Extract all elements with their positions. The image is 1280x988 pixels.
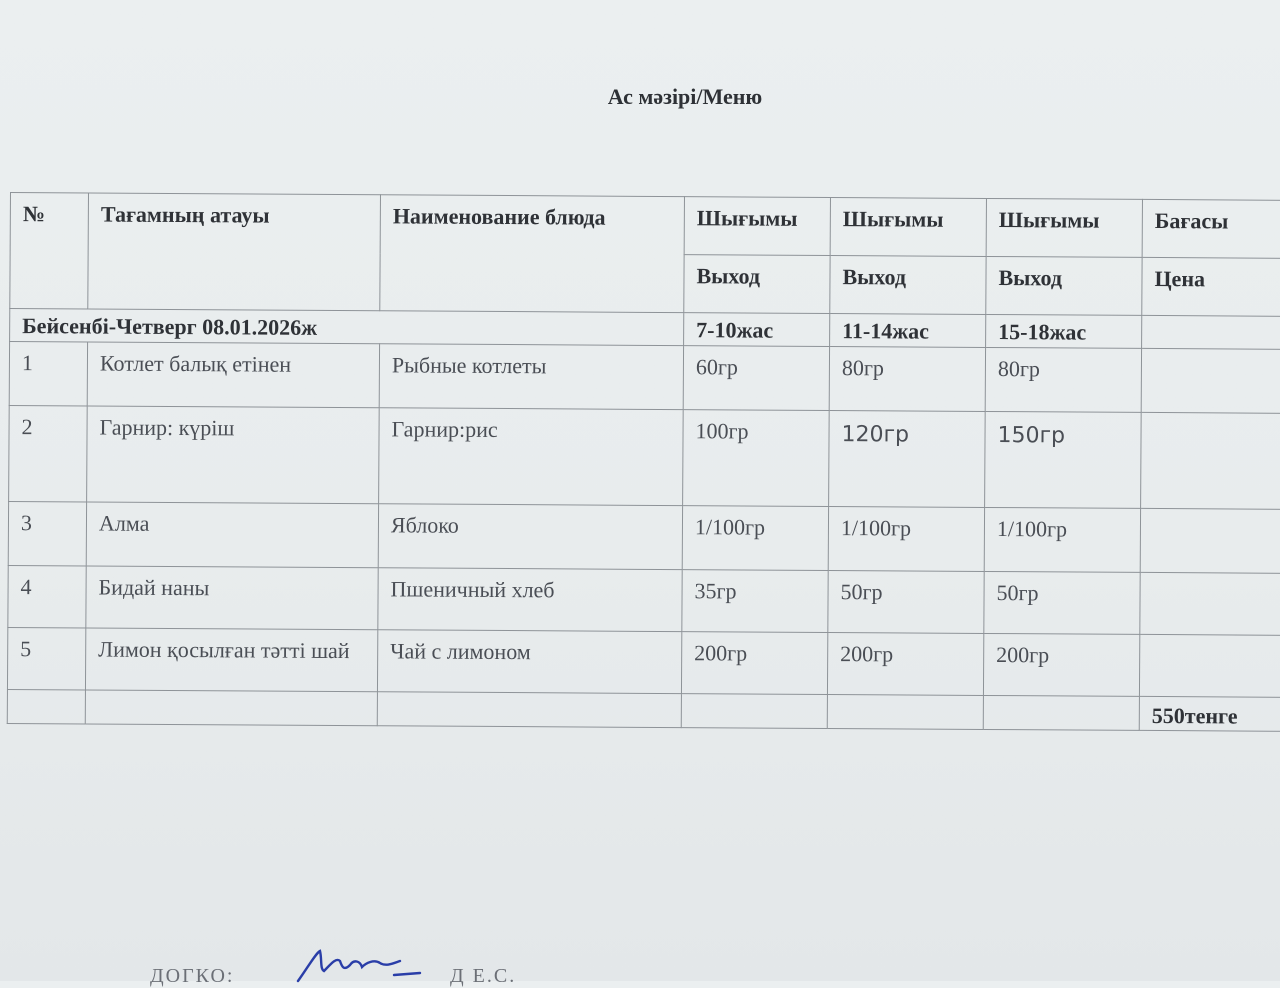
output-11-14: 120гр [829,410,986,507]
output-11-14: 50гр [828,570,984,633]
dish-name-ru: Пшеничный хлеб [378,567,682,631]
row-num: 5 [7,627,85,689]
row-num: 2 [9,405,88,501]
day-label: Бейсенбі-Четверг 08.01.2026ж [10,309,684,346]
output-15-18: 80гр [985,347,1141,412]
dish-name-ru: Гарнир:рис [379,407,684,505]
header-output-ru: Выход [684,255,830,314]
header-name-ru: Наименование блюда [380,195,685,313]
dish-name-ru: Яблоко [378,503,682,569]
signature-icon [290,945,440,985]
empty-cell [983,695,1139,731]
price-cell [1140,572,1280,635]
header-output-ru: Выход [830,256,986,315]
output-15-18: 200гр [983,633,1139,696]
output-15-18: 50гр [984,571,1140,634]
age-group: 11-14жас [830,314,986,348]
table-row [9,341,1280,413]
page-title: Ас мәзірі/Меню [607,84,763,109]
header-row [10,193,1280,259]
table-row [9,405,1280,509]
empty-cell [681,693,827,729]
dish-name-kz: Гарнир: күріш [87,406,380,504]
signature-label: ДОГКО: [150,965,235,987]
table-row [8,501,1280,573]
signature-name: Д Е.С. [450,965,517,987]
age-group: 7-10жас [684,313,830,347]
output-15-18: 1/100гр [984,507,1140,572]
output-7-10: 100гр [683,409,830,506]
total-price: 550тенге [1139,696,1280,732]
row-num: 1 [9,341,87,405]
price-cell [1139,634,1280,697]
output-7-10: 200гр [681,631,827,694]
header-name-kz: Тағамның атауы [88,193,381,311]
output-7-10: 1/100гр [682,505,828,570]
output-7-10: 35гр [682,569,828,632]
dish-name-kz: Бидай наны [86,566,378,630]
output-15-18: 150гр [985,411,1142,508]
header-output-kz: Шығымы [684,197,830,256]
empty-cell [85,690,377,726]
dish-name-ru: Рыбные котлеты [379,343,683,409]
empty-cell [7,689,85,724]
header-price-ru: Цена [1142,257,1280,316]
empty-cell [377,691,681,728]
dish-name-kz: Котлет балық етінен [87,342,379,408]
price-cell [1140,508,1280,573]
table-row [7,627,1280,697]
empty-cell [827,694,983,730]
menu-table [7,192,1280,732]
dish-name-kz: Лимон қосылған тәтті шай [85,628,377,692]
table-row [8,565,1280,635]
signature-area [150,945,950,985]
header-output-kz: Шығымы [830,198,986,257]
dish-name-kz: Алма [86,502,378,568]
total-row [7,689,1280,732]
header-price-kz: Бағасы [1142,199,1280,258]
price-cell [1141,412,1280,509]
header-num: № [10,193,89,309]
age-group: 15-18жас [986,314,1142,348]
header-output-kz: Шығымы [986,198,1142,257]
output-11-14: 1/100гр [828,506,984,571]
output-11-14: 200гр [827,632,983,695]
dish-name-ru: Чай с лимоном [377,629,681,693]
row-num: 4 [8,565,86,627]
header-output-ru: Выход [986,256,1142,315]
output-11-14: 80гр [829,346,985,411]
price-cell [1141,348,1280,413]
output-7-10: 60гр [683,345,829,410]
price-cell [1142,315,1280,349]
row-num: 3 [8,501,86,565]
